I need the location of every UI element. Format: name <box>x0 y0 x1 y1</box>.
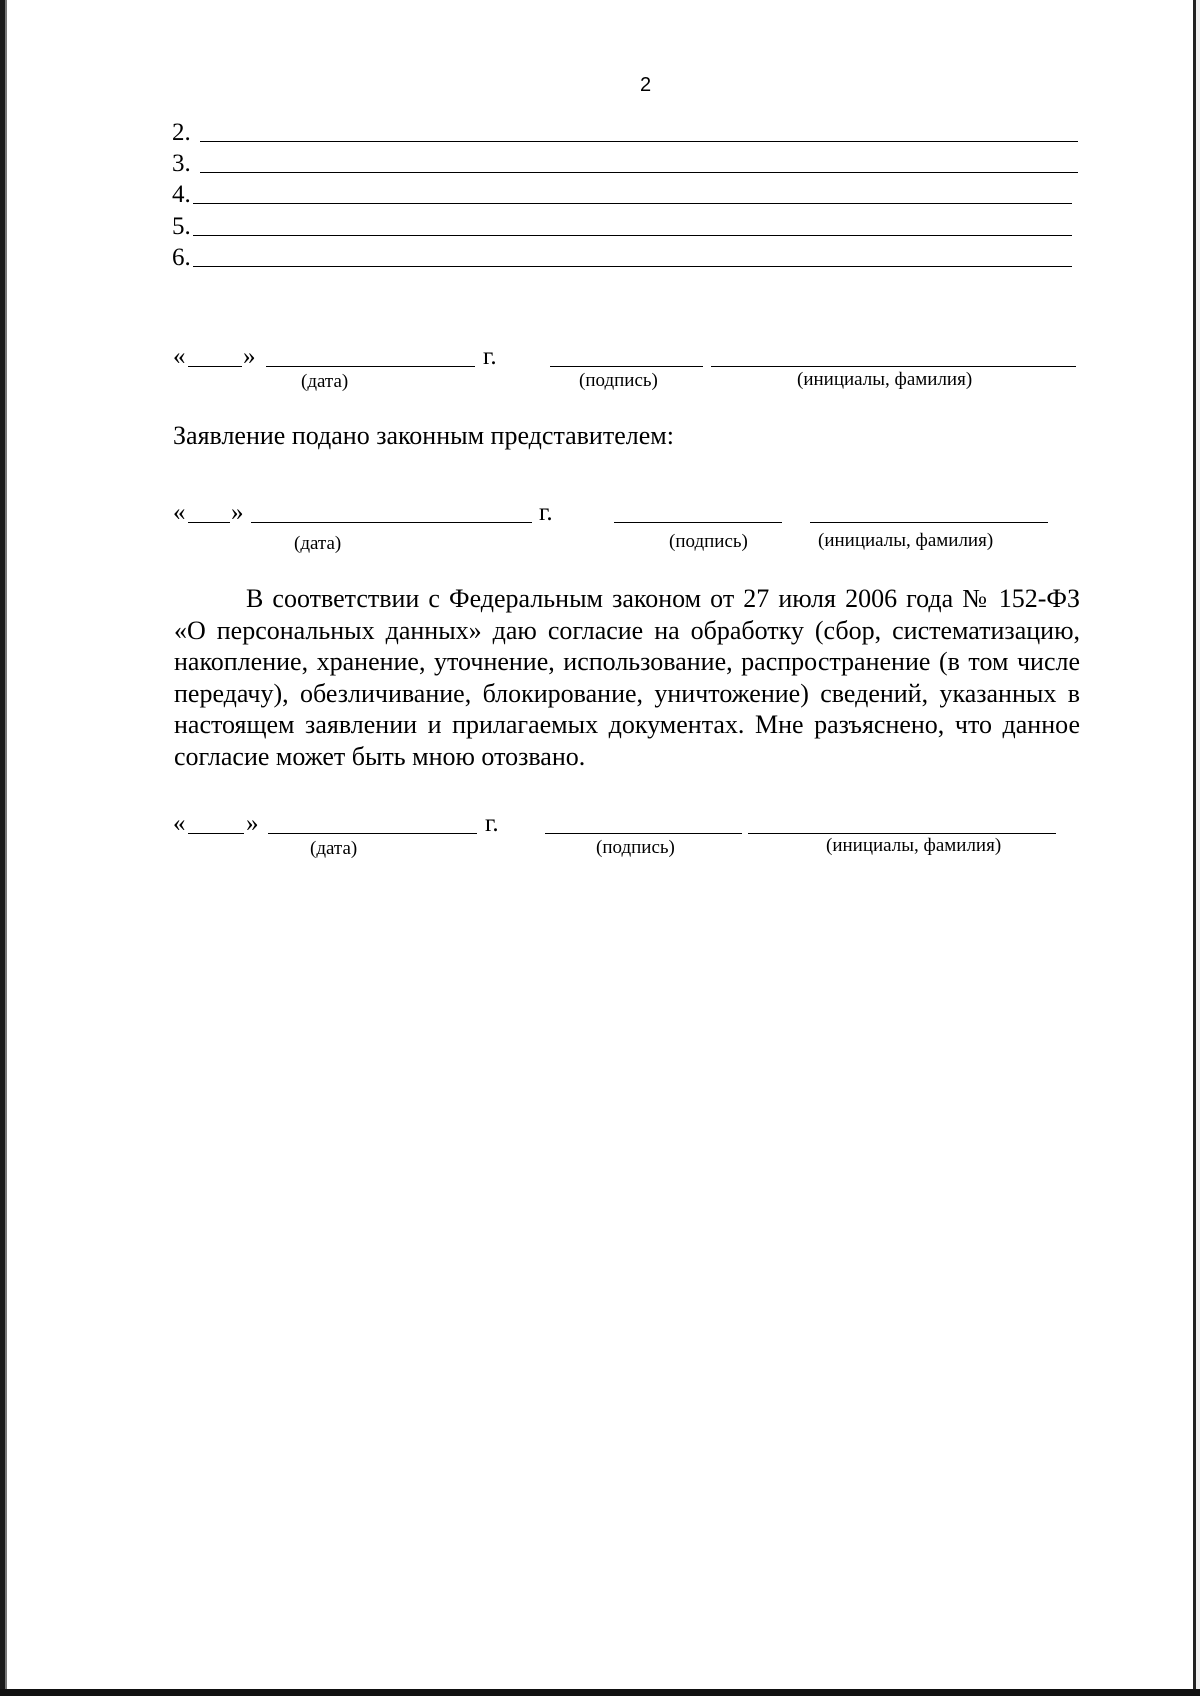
list-item-number: 4. <box>172 181 191 208</box>
list-item <box>172 182 191 207</box>
page-number: 2 <box>640 74 652 96</box>
day-blank[interactable] <box>188 366 242 367</box>
consent-paragraph: В соответствии с Федеральным законом от 27 июля 2006 года № 152-ФЗ «О персональных данных» даю согласие на обработку (сбор, систематизацию, накопление, хранение, уточнение, использование, распространение (в том числе передачу), обезличивание, блокирование, уничтожение) сведений, указанных в настоящем заявлении и прилагаемых документах. Мне разъяснено, что данное согласие может быть мною отозвано. <box>174 584 1080 771</box>
caption-signature: (подпись) <box>579 370 658 391</box>
signature-blank[interactable] <box>550 366 703 367</box>
day-blank[interactable] <box>188 833 244 834</box>
date-blank[interactable] <box>266 366 475 367</box>
day-blank[interactable] <box>188 522 230 523</box>
year-suffix: г. <box>483 343 497 370</box>
list-item <box>172 245 191 270</box>
name-blank[interactable] <box>748 833 1056 834</box>
scan-border-right-margin <box>1196 0 1200 1696</box>
caption-signature: (подпись) <box>596 837 675 858</box>
date-blank[interactable] <box>268 833 477 834</box>
scan-border-left-shadow <box>5 0 7 1696</box>
caption-name: (инициалы, фамилия) <box>797 369 973 390</box>
quote-open: « <box>173 343 186 370</box>
caption-date: (дата) <box>301 371 349 392</box>
year-suffix: г. <box>539 499 553 526</box>
date-blank[interactable] <box>251 522 532 523</box>
scan-border-right <box>1193 0 1196 1696</box>
name-blank[interactable] <box>711 366 1076 367</box>
list-item-blank-line[interactable] <box>200 141 1078 142</box>
list-item-number: 2. <box>172 119 191 146</box>
quote-close: » <box>243 343 256 370</box>
caption-signature: (подпись) <box>669 531 748 552</box>
list-item-blank-line[interactable] <box>200 172 1078 173</box>
quote-close: » <box>231 499 244 526</box>
list-item-number: 6. <box>172 244 191 271</box>
list-item-blank-line[interactable] <box>193 266 1072 267</box>
quote-open: « <box>173 810 186 837</box>
list-item-number: 5. <box>172 213 191 240</box>
list-item <box>172 214 191 239</box>
scan-border-bottom <box>0 1689 1200 1696</box>
quote-open: « <box>173 499 186 526</box>
caption-date: (дата) <box>294 533 342 554</box>
list-item <box>172 120 191 145</box>
representative-heading: Заявление подано законным представителем: <box>173 421 674 450</box>
list-item-blank-line[interactable] <box>193 235 1072 236</box>
signature-blank[interactable] <box>614 522 782 523</box>
list-item-number: 3. <box>172 150 191 177</box>
signature-blank[interactable] <box>545 833 742 834</box>
quote-close: » <box>246 810 259 837</box>
list-item <box>172 151 191 176</box>
list-item-blank-line[interactable] <box>193 203 1072 204</box>
caption-name: (инициалы, фамилия) <box>818 530 994 551</box>
caption-name: (инициалы, фамилия) <box>826 835 1002 856</box>
name-blank[interactable] <box>810 522 1048 523</box>
year-suffix: г. <box>485 810 499 837</box>
caption-date: (дата) <box>310 838 358 859</box>
